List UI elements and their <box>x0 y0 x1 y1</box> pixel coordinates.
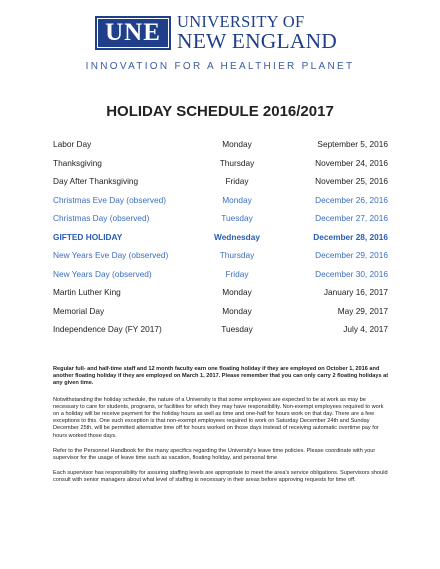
holiday-weekday: Friday <box>225 176 249 186</box>
holiday-name: Day After Thanksgiving <box>53 176 139 186</box>
logo-wordmark <box>177 14 337 52</box>
holiday-date: December 27, 2016 <box>315 213 388 223</box>
floating-holiday-note: Regular full- and half-time staff and 12 month faculty earn one floating holiday if they are employed on October 1, 2016 and another floating holiday if they are employed on March 1, 2017. Please remember that you can only carry 2 floating holidays at any given time. <box>53 366 389 387</box>
table-row <box>0 213 440 227</box>
holiday-name: New Years Eve Day (observed) <box>53 250 169 260</box>
holiday-date: November 25, 2016 <box>315 176 388 186</box>
table-row <box>0 250 440 264</box>
holiday-date: July 4, 2017 <box>343 324 388 334</box>
holiday-name: Martin Luther King <box>53 287 121 297</box>
holiday-name: New Years Day (observed) <box>53 268 152 279</box>
holiday-date: December 26, 2016 <box>315 194 388 205</box>
holiday-weekday: Monday <box>222 194 252 205</box>
holiday-date: September 5, 2016 <box>317 139 388 149</box>
table-row <box>0 139 440 153</box>
logo-line-1: UNIVERSITY OF <box>177 12 305 31</box>
holiday-name: Christmas Eve Day (observed) <box>53 194 166 205</box>
holiday-weekday: Wednesday <box>214 231 260 242</box>
university-logo <box>95 14 337 52</box>
holiday-date: January 16, 2017 <box>323 287 388 297</box>
table-row <box>0 269 440 283</box>
table-row <box>0 158 440 172</box>
holiday-date: December 30, 2016 <box>315 268 388 279</box>
table-row <box>0 195 440 209</box>
holiday-weekday: Monday <box>222 305 252 316</box>
exceptions-note: Notwithstanding the holiday schedule, the nature of a University is that some employees are expected to be at work as may be necessary to care for students, programs, or facilities for which they may have responsibility. Non-exempt employees required to work on a holiday will be receive payment for the holiday hours as well as time and one-half for hours work on that day. There are a few exceptions to this. One such exception is that non-exempt employees required to work on Saturday December 24th and Sunday December 25th, will be permitted alternative time off for hours worked on those days instead of receiving automatic overtime pay for hours worked those days. <box>53 396 384 439</box>
logo-mark-box <box>95 16 171 50</box>
holiday-weekday: Friday <box>225 268 249 279</box>
holiday-name: Christmas Day (observed) <box>53 213 150 223</box>
handbook-note: Refer to the Personnel Handbook for the many specifics regarding the University's leave time policies. Please coordinate with your supervisor for the usage of leave time such as vacation, floating holiday, and personal time <box>53 447 376 462</box>
holiday-name: Independence Day (FY 2017) <box>53 324 162 334</box>
holiday-weekday: Thursday <box>219 157 255 168</box>
holiday-name: Labor Day <box>53 139 92 149</box>
holiday-name: GIFTED HOLIDAY <box>53 231 123 242</box>
holiday-date: December 28, 2016 <box>313 231 388 242</box>
table-row <box>0 306 440 320</box>
policy-notes <box>53 366 391 493</box>
table-row <box>0 287 440 301</box>
holiday-date: December 29, 2016 <box>315 250 388 260</box>
holiday-weekday: Thursday <box>219 250 255 260</box>
table-row <box>0 176 440 190</box>
staffing-note: Each supervisor has responsibility for assuring staffing levels are appropriate to meet the area's service obligations. Supervisors should consult with senior managers about what level of staffing is necessary in their areas before approving requests for time off. <box>53 470 388 484</box>
holiday-date: May 29, 2017 <box>337 305 388 316</box>
table-row <box>0 232 440 246</box>
table-row <box>0 324 440 338</box>
logo-line-2: NEW ENGLAND <box>177 28 338 53</box>
logo-mark: UNE <box>98 19 168 47</box>
page-title: HOLIDAY SCHEDULE 2016/2017 <box>106 103 334 120</box>
holiday-weekday: Tuesday <box>221 324 253 334</box>
holiday-weekday: Tuesday <box>221 213 253 223</box>
holiday-name: Memorial Day <box>53 305 105 316</box>
holiday-weekday: Monday <box>222 139 252 149</box>
holiday-date: November 24, 2016 <box>315 157 388 168</box>
holiday-name: Thanksgiving <box>53 157 102 168</box>
tagline: INNOVATION FOR A HEALTHIER PLANET <box>85 61 355 72</box>
holiday-weekday: Monday <box>222 287 252 297</box>
